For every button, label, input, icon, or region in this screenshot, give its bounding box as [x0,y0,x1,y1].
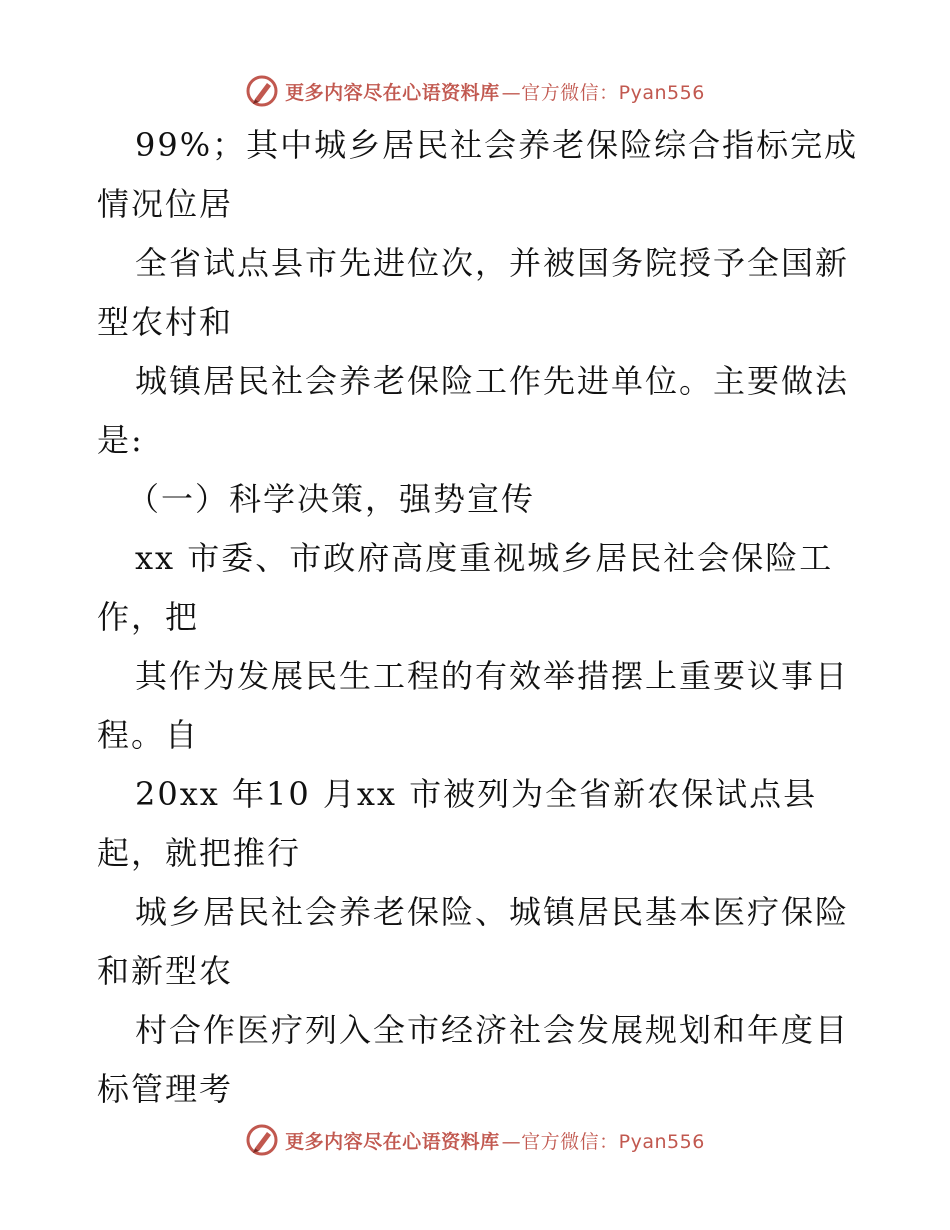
text-line: 起，就把推行 [97,834,302,872]
text-line: 城镇居民社会养老保险工作先进单位。主要做法 [135,362,850,400]
pen-logo-icon [245,74,279,108]
watermark-main-text: 更多内容尽在心语资料库 [285,1130,500,1153]
text-line: 其作为发展民生工程的有效举措摆上重要议事日 [135,657,850,695]
footer-watermark [0,1120,950,1160]
document-body [97,116,857,1119]
pen-logo-icon [245,1123,279,1157]
section-heading: （一）科学决策，强势宣传 [127,480,536,518]
header-watermark [0,71,950,111]
text-line: 20xx 年10 月xx 市被列为全省新农保试点县 [135,775,818,813]
text-line: 标管理考 [97,1070,234,1108]
text-line: 程。自 [97,716,200,754]
watermark-sub-text: —官方微信：Pyan556 [501,1130,705,1153]
text-line: 全省试点县市先进位次，并被国务院授予全国新 [135,244,850,282]
text-line: 型农村和 [97,303,234,341]
text-line: 情况位居 [97,185,234,223]
text-line: 村合作医疗列入全市经济社会发展规划和年度目 [135,1011,850,1049]
text-line: 是: [97,421,144,459]
text-line: 作，把 [97,598,200,636]
text-line: 和新型农 [97,952,234,990]
text-line: 99%；其中城乡居民社会养老保险综合指标完成 [135,126,859,164]
text-line: 城乡居民社会养老保险、城镇居民基本医疗保险 [135,893,850,931]
watermark-main-text: 更多内容尽在心语资料库 [285,81,500,104]
watermark-sub-text: —官方微信：Pyan556 [501,81,705,104]
text-line: xx 市委、市政府高度重视城乡居民社会保险工 [135,539,834,577]
